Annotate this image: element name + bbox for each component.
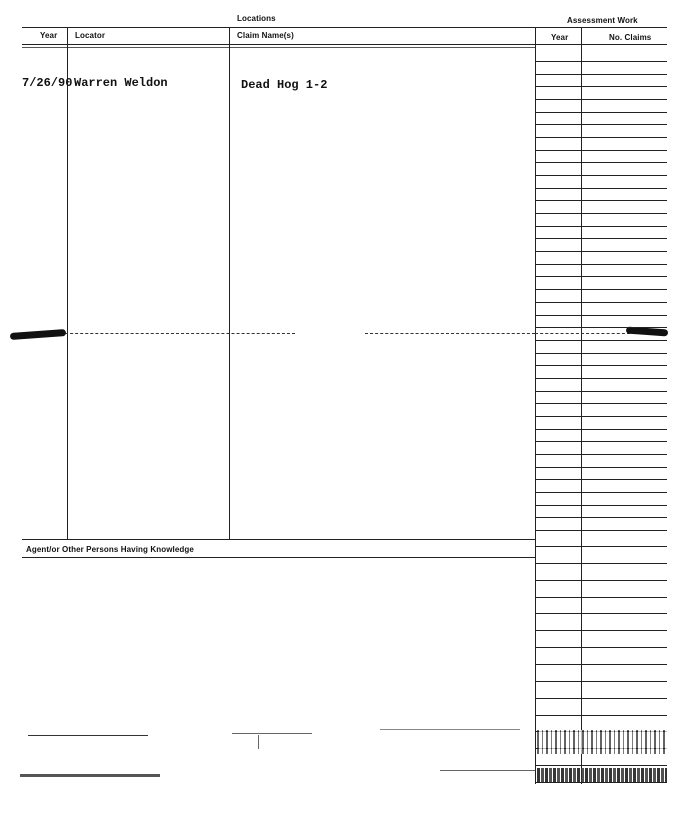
entry-locator: Warren Weldon bbox=[74, 76, 168, 90]
assessment-row-line bbox=[535, 200, 667, 201]
assessment-row-line bbox=[535, 188, 667, 189]
assessment-row-line bbox=[535, 681, 667, 682]
top-rule bbox=[22, 27, 667, 28]
scan-noise-6 bbox=[440, 770, 535, 771]
assessment-row-line bbox=[535, 226, 667, 227]
tape-mark-left bbox=[10, 329, 66, 340]
assessment-year-claims-divider bbox=[581, 27, 582, 784]
assessment-row-line bbox=[535, 251, 667, 252]
assessment-row-line bbox=[535, 580, 667, 581]
year-locator-divider bbox=[67, 27, 68, 539]
agent-section-top-rule bbox=[22, 539, 535, 540]
no-claims-column-header: No. Claims bbox=[609, 33, 652, 42]
assessment-row-line bbox=[535, 276, 667, 277]
scan-noise-3 bbox=[380, 729, 520, 730]
assessment-row-line bbox=[535, 630, 667, 631]
assessment-row-line bbox=[535, 162, 667, 163]
assessment-row-line bbox=[535, 213, 667, 214]
assessment-row-line bbox=[535, 327, 667, 328]
assessment-row-line bbox=[535, 492, 667, 493]
assessment-row-line bbox=[535, 74, 667, 75]
assessment-row-line bbox=[535, 647, 667, 648]
assessment-row-line bbox=[535, 505, 667, 506]
assessment-year-column-header: Year bbox=[551, 33, 569, 42]
assessment-work-header: Assessment Work bbox=[567, 16, 638, 25]
tape-mark-right bbox=[626, 327, 668, 337]
assessment-row-line bbox=[535, 563, 667, 564]
assessment-row-line bbox=[535, 302, 667, 303]
assessment-row-line bbox=[535, 782, 667, 783]
assessment-row-line bbox=[535, 765, 667, 766]
assessment-row-line bbox=[535, 441, 667, 442]
assessment-row-line bbox=[535, 429, 667, 430]
assessment-row-line bbox=[535, 175, 667, 176]
column-header-rule bbox=[22, 44, 667, 45]
assessment-row-line bbox=[535, 61, 667, 62]
entry-date: 7/26/90 bbox=[22, 76, 73, 90]
claim-assessment-divider bbox=[535, 27, 536, 784]
fold-line-assessment bbox=[535, 333, 630, 334]
assessment-row-line bbox=[535, 315, 667, 316]
locator-column-header: Locator bbox=[75, 31, 106, 40]
assessment-row-line bbox=[535, 391, 667, 392]
assessment-row-line bbox=[535, 416, 667, 417]
assessment-row-line bbox=[535, 340, 667, 341]
assessment-row-line bbox=[535, 365, 667, 366]
scan-noise-8 bbox=[537, 768, 667, 782]
assessment-row-line bbox=[535, 479, 667, 480]
fold-line-left bbox=[60, 333, 295, 334]
scan-noise-2 bbox=[232, 733, 312, 734]
fold-line-right bbox=[365, 333, 535, 334]
assessment-row-line bbox=[535, 530, 667, 531]
locator-claim-divider bbox=[229, 27, 230, 539]
year-column-header: Year bbox=[40, 31, 58, 40]
column-header-rule-2 bbox=[22, 47, 535, 48]
assessment-row-line bbox=[535, 715, 667, 716]
assessment-row-line bbox=[535, 124, 667, 125]
scan-noise-5 bbox=[20, 774, 160, 777]
agent-section-label: Agent/or Other Persons Having Knowledge bbox=[26, 545, 194, 554]
assessment-row-line bbox=[535, 238, 667, 239]
assessment-row-line bbox=[535, 454, 667, 455]
assessment-row-line bbox=[535, 112, 667, 113]
scan-noise-4 bbox=[258, 735, 259, 749]
assessment-row-line bbox=[535, 597, 667, 598]
locations-header: Locations bbox=[237, 14, 276, 23]
assessment-row-line bbox=[535, 613, 667, 614]
agent-section-bottom-rule bbox=[22, 557, 535, 558]
assessment-row-line bbox=[535, 517, 667, 518]
assessment-row-line bbox=[535, 698, 667, 699]
scan-noise-7 bbox=[537, 730, 667, 754]
assessment-row-line bbox=[535, 86, 667, 87]
assessment-row-line bbox=[535, 289, 667, 290]
assessment-row-line bbox=[535, 99, 667, 100]
assessment-row-line bbox=[535, 467, 667, 468]
scan-noise-1 bbox=[28, 735, 148, 736]
assessment-row-line bbox=[535, 378, 667, 379]
assessment-row-line bbox=[535, 137, 667, 138]
assessment-row-line bbox=[535, 664, 667, 665]
assessment-row-line bbox=[535, 403, 667, 404]
assessment-row-line bbox=[535, 150, 667, 151]
assessment-row-line bbox=[535, 264, 667, 265]
assessment-row-line bbox=[535, 546, 667, 547]
assessment-row-line bbox=[535, 353, 667, 354]
claim-names-column-header: Claim Name(s) bbox=[237, 31, 294, 40]
entry-claim-names: Dead Hog 1-2 bbox=[241, 78, 328, 92]
